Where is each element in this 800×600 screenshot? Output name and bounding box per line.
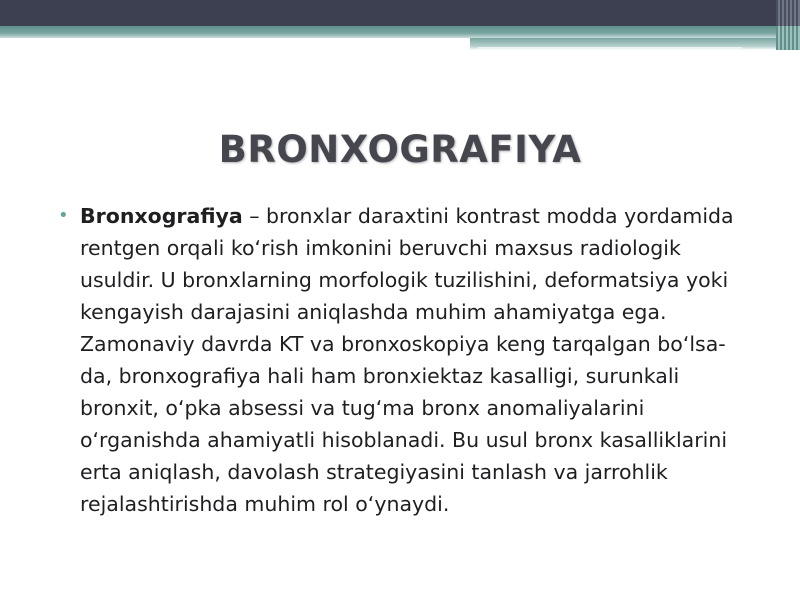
header-edge-stripes-lower: [776, 26, 800, 50]
bullet-term: Bronxografiya: [80, 204, 243, 228]
header-band-line: [478, 47, 742, 49]
bullet-dot-icon: •: [58, 205, 69, 226]
slide-title: BRONXOGRAFIYA: [218, 128, 582, 171]
header-band-teal: [0, 26, 800, 38]
slide-body: [56, 200, 756, 520]
bullet-text: – bronxlar daraxtini kontrast modda yordamida rentgen orqali koʻrish imkonini beruvchi maxsus radiologik usuldir. U bronxlarning morfologik tuzilishini, deformatsiya yoki kengayish darajasini aniqlashda muhim ahamiyatga ega. Zamonaviy davrda KT va bronxoskopiya keng tarqalgan boʻlsa-da, bronxografiya hali ham bronxiektaz kasalligi, surunkali bronxit, oʻpka absessi va tugʻma bronx anomaliyalarini oʻrganishda ahamiyatli hisoblanadi. Bu usul bronx kasalliklarini erta aniqlash, davolash strategiyasini tanlash va jarrohlik rejalashtirishda muhim rol oʻynaydi.: [80, 204, 734, 516]
bullet-item: [56, 200, 756, 520]
header-band-dark: [0, 0, 800, 26]
